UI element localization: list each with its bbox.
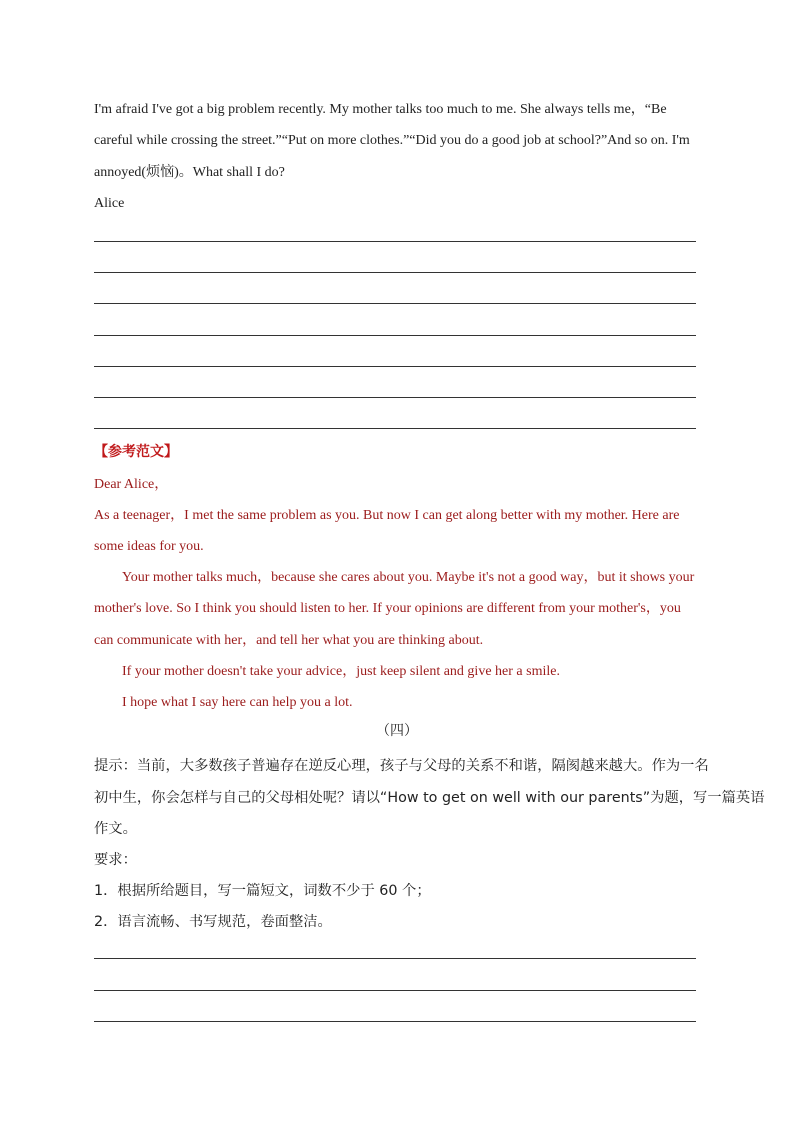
sample-line-2: some ideas for you.	[94, 539, 204, 554]
writing-line	[94, 335, 696, 336]
sample-heading: 【参考范文】	[94, 444, 178, 460]
letter-signature: Alice	[94, 196, 125, 211]
requirement-1: 1．根据所给题目，写一篇短文，词数不少于 60 个；	[94, 883, 431, 899]
sample-line-3: Your mother talks much，because she cares about you. Maybe it's not a good way，but it shows your	[122, 570, 695, 585]
sample-line-5: can communicate with her，and tell her what you are thinking about.	[94, 633, 484, 648]
letter-line-3: annoyed(烦恼)。What shall I do?	[94, 165, 285, 180]
sample-line-1: As a teenager，I met the same problem as you. But now I can get along better with my mother. Here are	[94, 508, 680, 523]
letter-line-1: I'm afraid I've got a big problem recently. My mother talks too much to me. She always tells me，“Be	[94, 102, 667, 117]
sample-line-6: If your mother doesn't take your advice，just keep silent and give her a smile.	[122, 664, 560, 679]
writing-line	[94, 272, 696, 273]
writing-line	[94, 958, 696, 959]
prompt-line-1: 提示：当前，大多数孩子普遍存在逆反心理，孩子与父母的关系不和谐，隔阂越来越大。作为一名	[94, 758, 709, 774]
requirement-2: 2．语言流畅、书写规范，卷面整洁。	[94, 914, 332, 930]
writing-line	[94, 990, 696, 991]
writing-line	[94, 428, 696, 429]
writing-line	[94, 1021, 696, 1022]
writing-line	[94, 366, 696, 367]
sample-greeting: Dear Alice，	[94, 477, 169, 492]
writing-line	[94, 241, 696, 242]
writing-line	[94, 397, 696, 398]
writing-line	[94, 303, 696, 304]
section-number: （四）	[376, 724, 418, 739]
prompt-line-3: 作文。	[94, 821, 137, 837]
requirements-label: 要求：	[94, 852, 137, 868]
sample-line-4: mother's love. So I think you should listen to her. If your opinions are different from your mother's，you	[94, 601, 681, 616]
letter-line-2: careful while crossing the street.”“Put on more clothes.”“Did you do a good job at school?”And so on. I'm	[94, 133, 690, 148]
prompt-line-2: 初中生，你会怎样与自己的父母相处呢？请以“How to get on well with our parents”为题，写一篇英语	[94, 790, 765, 806]
sample-line-7: I hope what I say here can help you a lot.	[122, 695, 353, 710]
